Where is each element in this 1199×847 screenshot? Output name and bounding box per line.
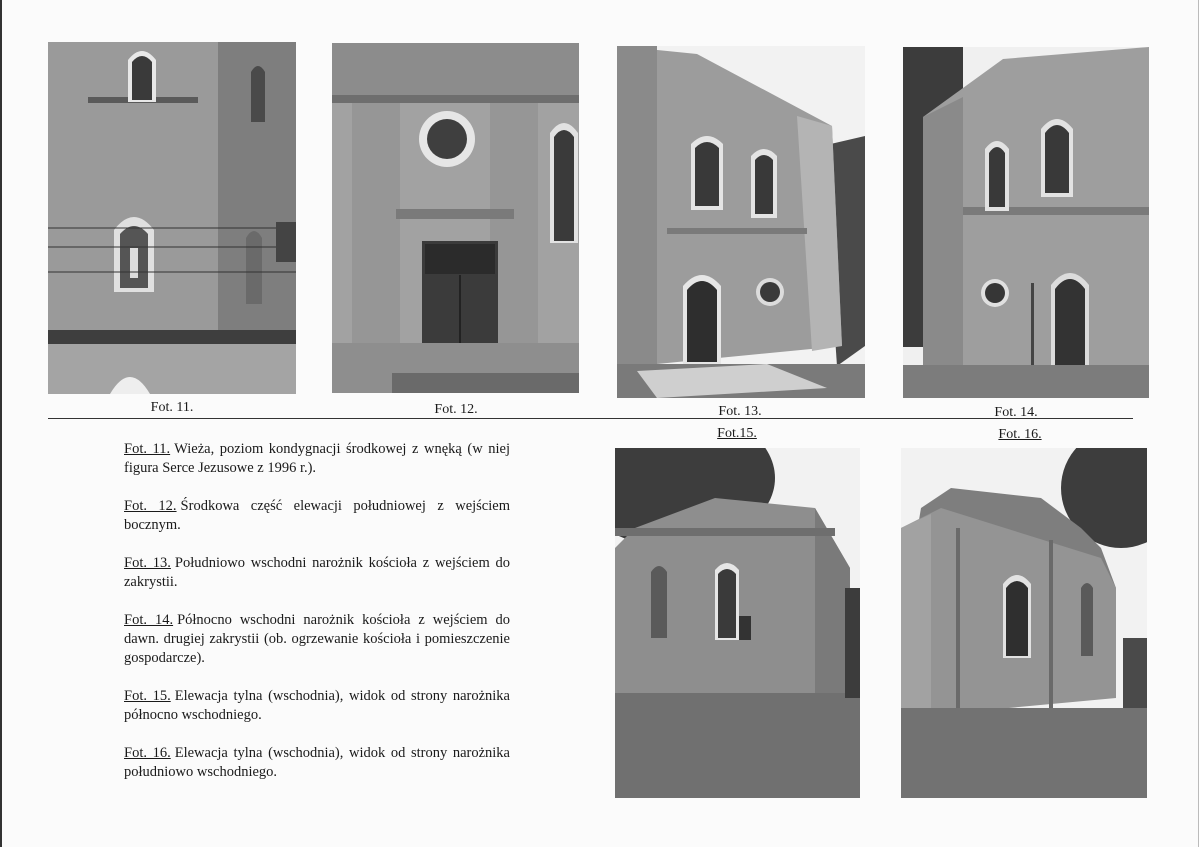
description-ref: Fot. 12. [124,498,177,514]
photo-16-caption: Fot. 16. [998,427,1042,442]
scan-edge-left [0,0,2,847]
photo-11-caption: Fot. 11. [150,400,194,415]
description-item [124,440,510,478]
description-ref: Fot. 13. [124,555,171,571]
description-item [124,497,510,535]
photo-15-caption: Fot.15. [717,426,757,441]
photo-descriptions [124,440,510,801]
description-ref: Fot. 14. [124,612,174,628]
description-ref: Fot. 11. [124,441,171,457]
description-ref: Fot. 15. [124,688,171,704]
description-item [124,744,510,782]
photo-12 [332,43,579,393]
description-text: Środkowa część elewacji południowej z wejściem bocznym. [124,498,510,533]
description-text: Wieża, poziom kondygnacji środkowej z wnęką (w niej figura Serce Jezusowe z 1996 r.). [124,441,511,476]
photo-13-caption: Fot. 13. [718,404,762,419]
description-item [124,611,510,668]
description-text: Elewacja tylna (wschodnia), widok od strony narożnika północno wschodniego. [124,688,510,723]
description-text: Północno wschodni narożnik kościoła z wejściem do dawn. drugiej zakrystii (ob. ogrzewanie kościoła i pomieszczenie gospodarcze). [124,612,511,666]
photo-14 [903,47,1149,398]
description-text: Elewacja tylna (wschodnia), widok od strony narożnika południowo wschodniego. [124,745,510,780]
photo-16 [901,448,1147,798]
photo-13 [617,46,865,398]
description-item [124,687,510,725]
photo-15 [615,448,860,798]
photo-11 [48,42,296,394]
description-ref: Fot. 16. [124,745,171,761]
photo-14-caption: Fot. 14. [994,405,1038,420]
separator-line [48,418,1133,419]
description-text: Południowo wschodni narożnik kościoła z wejściem do zakrystii. [124,555,511,590]
description-item [124,554,510,592]
photo-12-caption: Fot. 12. [434,402,478,417]
